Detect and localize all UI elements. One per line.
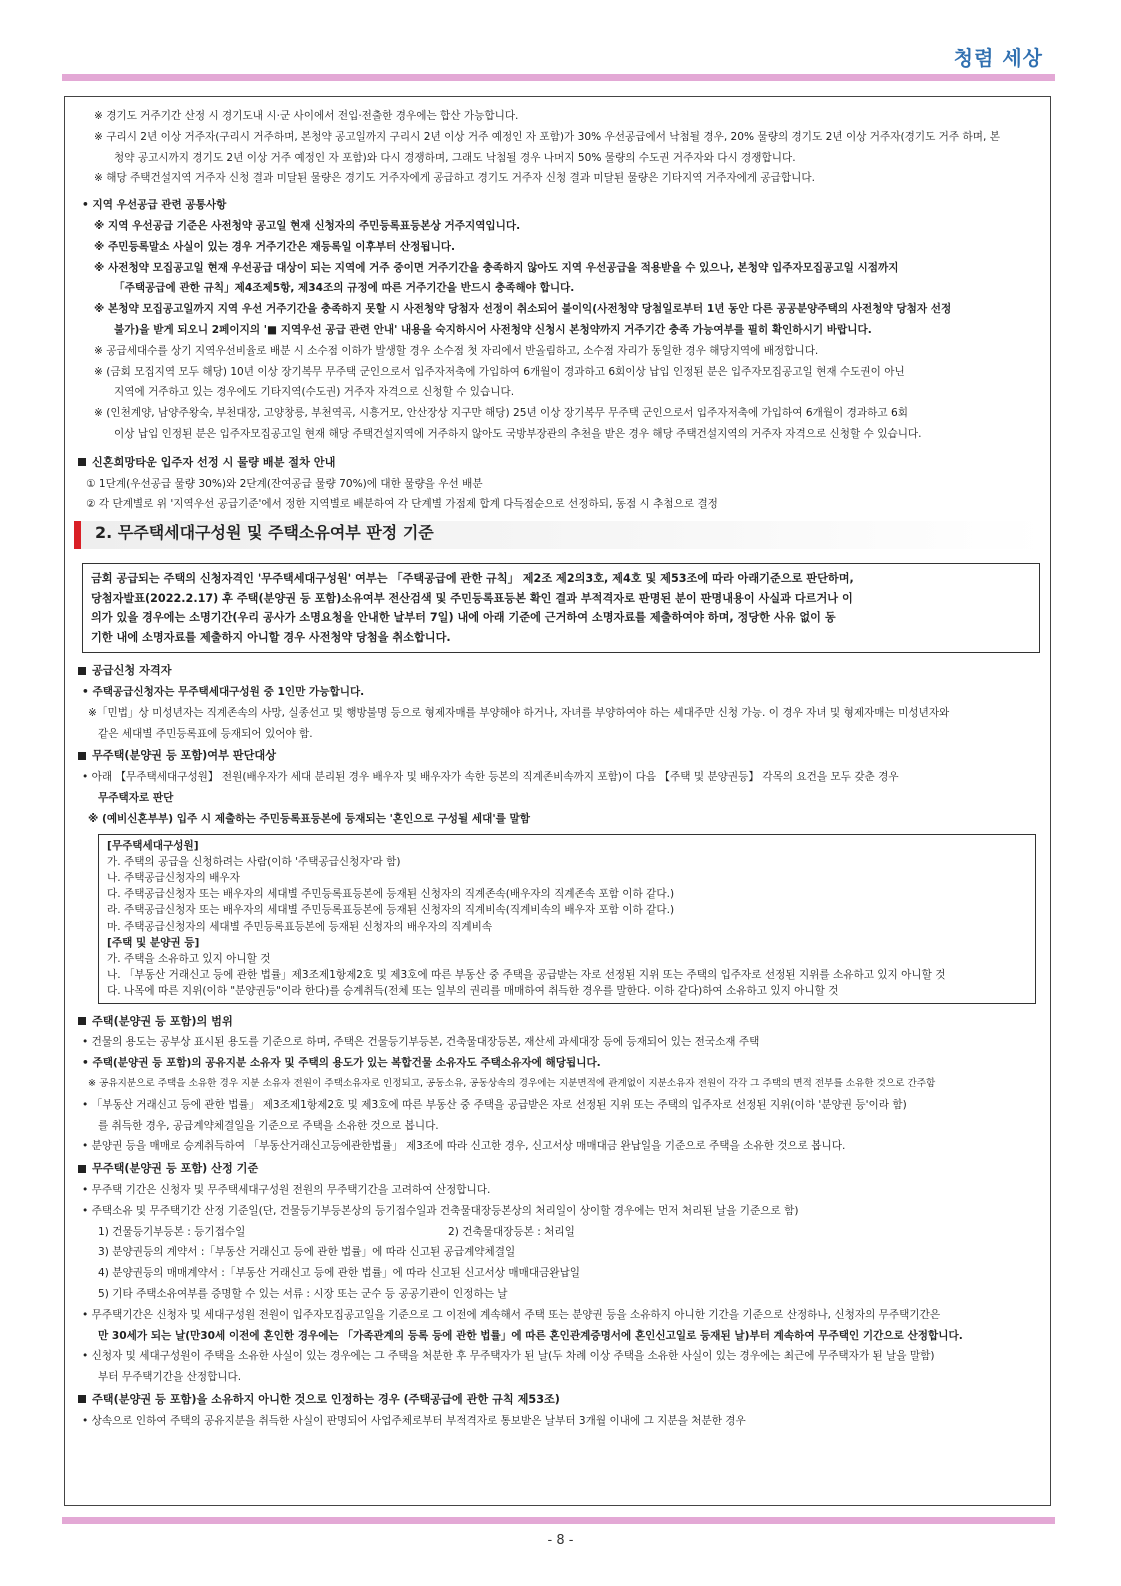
box-line: 가. 주택을 소유하고 있지 아니할 것 xyxy=(107,952,271,965)
regional-line: ※ (인천계양, 남양주왕숙, 부천대장, 고양창릉, 부천역곡, 시흥거모, 안산장상 지구만 해당) 25년 이상 장기복무 무주택 군인으로서 입주자저축에 가입하여 6개월이 경과하고 6회 xyxy=(94,407,908,420)
box-line: 라. 주택공급신청자 또는 배우자의 세대별 주민등록표등본에 등재된 신청자의 직계비속(직계비속의 배우자 포함 이하 같다.) xyxy=(107,904,675,917)
regional-line: ※ 공급세대수를 상기 지역우선비율로 배분 시 소수점 이하가 발생할 경우 소수점 첫 자리에서 반올림하고, 소수점 자리가 동일한 경우 해당지역에 배정합니다. xyxy=(94,344,819,357)
section-heading: 공급신청 자격자 xyxy=(76,661,1046,682)
square-bullet-icon xyxy=(78,1165,86,1173)
bullet-line: 부터 무주택기간을 산정합니다. xyxy=(98,1371,242,1384)
regional-heading: • 지역 우선공급 관련 공통사항 xyxy=(82,199,227,212)
regional-line: ※ (금회 모집지역 모두 해당) 10년 이상 장기복무 무주택 군인으로서 입주자저축에 가입하여 6개월이 경과하고 6회이상 납입 인정된 분은 입주자모집공고일 현재 수도권이 아닌 xyxy=(94,365,905,378)
note-line: 청약 공고시까지 경기도 2년 이상 거주 예정인 자 포함)와 다시 경쟁하며, 그래도 낙첨될 경우 나머지 50% 물량의 수도권 거주자와 다시 경쟁합니다. xyxy=(114,151,796,164)
box-heading: [주택 및 분양권 등] xyxy=(107,936,200,949)
square-bullet-icon xyxy=(78,1395,86,1403)
chapter-title: 2. 무주택세대구성원 및 주택소유여부 판정 기준 xyxy=(74,521,1046,549)
regional-line: ※ 본청약 모집공고일까지 지역 우선 거주기간을 충족하지 못할 시 사전청약 당첨자 선정이 취소되어 불이익(사전청약 당첨일로부터 1년 동안 다른 공공분양주택의 사전청약 당첨자 선정 xyxy=(94,303,952,316)
list-item: 3) 분양권등의 계약서 :「부동산 거래신고 등에 관한 법률」에 따라 신고된 공급계약체결일 xyxy=(98,1246,516,1259)
bullet-line: • 건물의 용도는 공부상 표시된 용도를 기준으로 하며, 주택은 건물등기부등본, 건축물대장등본, 재산세 과세대장 등에 등재되어 있는 전국소재 주택 xyxy=(82,1036,760,1049)
box-line: 다. 나목에 따른 지위(이하 "분양권등"이라 한다)를 승계취득(전체 또는 일부의 권리를 매매하여 취득한 경우를 말한다. 이하 같다)하여 소유하고 있지 아니할 것 xyxy=(107,985,839,998)
box-line: 마. 주택공급신청자의 세대별 주민등록표등본에 등재된 신청자의 배우자의 직계비속 xyxy=(107,920,493,933)
footer-band xyxy=(62,1517,1055,1524)
square-bullet-icon xyxy=(78,752,86,760)
bullet-line: • 무주택 기간은 신청자 및 무주택세대구성원 전원의 무주택기간을 고려하여 산정합니다. xyxy=(82,1183,491,1196)
box-line: 가. 주택의 공급을 신청하려는 사람(이하 '주택공급신청자'라 함) xyxy=(107,855,401,868)
square-bullet-icon xyxy=(78,1017,86,1025)
note-line: ※「민법」상 미성년자는 직계존속의 사망, 실종선고 및 행방불명 등으로 형제자매를 부양해야 하거나, 자녀를 부양하여야 하는 세대주만 신청 가능. 이 경우 자녀 및 형제자매는 미성년자와 xyxy=(88,706,950,719)
square-bullet-icon xyxy=(78,458,86,466)
note-line: ※ 공유지분으로 주택을 소유한 경우 지분 소유자 전원이 주택소유자로 인정되고, 공동소유, 공동상속의 경우에는 지분면적에 관계없이 지분소유자 전원이 각각 그 주택의 면적 전부를 소유한 것으로 간주함 xyxy=(88,1077,936,1089)
note-line: ※ 경기도 거주기간 산정 시 경기도내 시·군 사이에서 전입·전출한 경우에는 합산 가능합니다. xyxy=(94,110,519,122)
bullet-line: 를 취득한 경우, 공급계약체결일을 기준으로 주택을 소유한 것으로 봅니다. xyxy=(98,1119,439,1132)
section-heading: 주택(분양권 등 포함)을 소유하지 아니한 것으로 인정하는 경우 (주택공급에 관한 규칙 제53조) xyxy=(76,1390,1046,1411)
note-line: ※ 구리시 2년 이상 거주자(구리시 거주하며, 본청약 공고일까지 구리시 2년 이상 거주 예정인 자 포함)가 30% 우선공급에서 낙첨될 경우, 20% 물량의 경기도 2년 이상 거주자(경기도 거주 하며, 본 xyxy=(94,130,1000,143)
notice-line: 당첨자발표(2022.2.17) 후 주택(분양권 등 포함)소유여부 전산검색 및 주민등록표등본 확인 결과 부적격자로 판명된 분이 판명내용이 사실과 다르거나 이 xyxy=(91,591,853,605)
header-band xyxy=(62,74,1055,81)
bullet-line: 무주택자로 판단 xyxy=(98,791,174,804)
list-item: ① 1단계(우선공급 물량 30%)와 2단계(잔여공급 물량 70%)에 대한 물량을 우선 배분 xyxy=(86,477,483,490)
logo xyxy=(954,40,1043,72)
note-line: 같은 세대별 주민등록표에 등재되어 있어야 함. xyxy=(98,727,313,740)
section-heading: 무주택(분양권 등 포함) 산정 기준 xyxy=(76,1159,1046,1180)
regional-line: 「주택공급에 관한 규칙」제4조제5항, 제34조의 규정에 따른 거주기간을 반드시 충족해야 합니다. xyxy=(114,282,575,295)
regional-line: ※ 사전청약 모집공고일 현재 우선공급 대상이 되는 지역에 거주 중이면 거주기간을 충족하지 않아도 지역 우선공급을 적용받을 수 있으나, 본청약 입주자모집공고일 시점까지 xyxy=(94,261,899,274)
bullet-line: • 「부동산 거래신고 등에 관한 법률」 제3조제1항제2호 및 제3호에 따른 부동산 중 주택을 공급받은 자로 선정된 지위 또는 주택의 입주자로 선정된 지위(이하 '분양권 등'이라 함) xyxy=(82,1098,907,1111)
list-item: 5) 기타 주택소유여부를 증명할 수 있는 서류 : 시장 또는 군수 등 공공기관이 인정하는 날 xyxy=(98,1287,508,1300)
note-line: ※ (예비신혼부부) 입주 시 제출하는 주민등록표등본에 등재되는 '혼인으로 구성될 세대'를 말함 xyxy=(88,812,530,825)
box-heading: [무주택세대구성원] xyxy=(107,839,199,852)
page-content xyxy=(76,106,1046,1431)
box-line: 나. 「부동산 거래신고 등에 관한 법률」제3조제1항제2호 및 제3호에 따른 부동산 중 주택을 공급받는 자로 선정된 지위 또는 주택의 입주자로 선정된 지위를 소유하고 있지 아니할 것 xyxy=(107,969,946,982)
box-line: 나. 주택공급신청자의 배우자 xyxy=(107,871,240,884)
regional-line: ※ 지역 우선공급 기준은 사전청약 공고일 현재 신청자의 주민등록표등본상 거주지역입니다. xyxy=(94,219,521,232)
page-number: - 8 - xyxy=(547,1533,574,1548)
logo-text: 청렴 세상 xyxy=(953,45,1043,70)
square-bullet-icon xyxy=(78,667,86,675)
notice-line: 의가 있을 경우에는 소명기간(우리 공사가 소명요청을 안내한 날부터 7일) 내에 아래 기준에 근거하여 소명자료를 제출하여야 하며, 정당한 사유 없이 동 xyxy=(91,611,836,625)
regional-line: ※ 주민등록말소 사실이 있는 경우 거주기간은 재등록일 이후부터 산정됩니다. xyxy=(94,240,456,253)
bullet-line: • 주택소유 및 무주택기간 산정 기준일(단, 건물등기부등본상의 등기접수일과 건축물대장등본상의 처리일이 상이할 경우에는 먼저 처리된 날을 기준으로 함) xyxy=(82,1204,799,1217)
regional-line: 지역에 거주하고 있는 경우에도 기타지역(수도권) 거주자 자격으로 신청할 수 있습니다. xyxy=(114,386,515,399)
regional-line: 불가)을 받게 되오니 2페이지의 '■ 지역우선 공급 관련 안내' 내용을 숙지하시어 사전청약 신청시 본청약까지 거주기간 충족 가능여부를 필히 확인하시기 바랍니다. xyxy=(114,323,872,336)
bullet-line: 만 30세가 되는 날(만30세 이전에 혼인한 경우에는 「가족관계의 등록 등에 관한 법률」에 따른 혼인관계증명서에 혼인신고일로 등재된 날)부터 계속하여 무주택인 기간으로 산정합니다. xyxy=(98,1329,963,1342)
bullet-line: • 주택공급신청자는 무주택세대구성원 중 1인만 가능합니다. xyxy=(82,685,365,698)
section-heading: 주택(분양권 등 포함)의 범위 xyxy=(76,1012,1046,1033)
section-heading: 무주택(분양권 등 포함)여부 판단대상 xyxy=(76,746,1046,767)
notice-line: 기한 내에 소명자료를 제출하지 아니할 경우 사전청약 당첨을 취소합니다. xyxy=(91,630,451,644)
list-item: 2) 건축물대장등본 : 처리일 xyxy=(448,1225,575,1238)
regional-line: 이상 납입 인정된 분은 입주자모집공고일 현재 해당 주택건설지역에 거주하지 않아도 국방부장관의 추천을 받은 경우 해당 주택건설지역의 거주자 자격으로 신청할 수 있습니다. xyxy=(114,427,922,440)
section-heading: 신혼희망타운 입주자 선정 시 물량 배분 절차 안내 xyxy=(76,453,1046,474)
notice-line: 금회 공급되는 주택의 신청자격인 '무주택세대구성원' 여부는 「주택공급에 관한 규칙」 제2조 제2의3호, 제4호 및 제53조에 따라 아래기준으로 판단하며, xyxy=(91,572,854,586)
bullet-line: • 아래 【무주택세대구성원】 전원(배우자가 세대 분리된 경우 배우자 및 배우자가 속한 등본의 직계존비속까지 포함)이 다음 【주택 및 분양권등】 각목의 요건을 모두 갖춘 경우 xyxy=(82,771,899,784)
list-item: 1) 건물등기부등본 : 등기접수일 xyxy=(98,1225,246,1238)
note-line: ※ 해당 주택건설지역 거주자 신청 결과 미달된 물량은 경기도 거주자에게 공급하고 경기도 거주자 신청 결과 미달된 물량은 기타지역 거주자에게 공급합니다. xyxy=(94,172,815,185)
list-item: ② 각 단계별로 위 '지역우선 공급기준'에서 정한 지역별로 배분하여 각 단계별 가점제 합계 다득점순으로 선정하되, 동점 시 추첨으로 결정 xyxy=(86,498,718,511)
bullet-line: • 분양권 등을 매매로 승계취득하여 「부동산거래신고등에관한법률」 제3조에 따라 신고한 경우, 신고서상 매매대금 완납일을 기준으로 주택을 소유한 것으로 봅니다. xyxy=(82,1140,846,1153)
bullet-line: • 신청자 및 세대구성원이 주택을 소유한 사실이 있는 경우에는 그 주택을 처분한 후 무주택자가 된 날(두 차례 이상 주택을 소유한 사실이 있는 경우에는 최근에 무주택자가 된 날을 말함) xyxy=(82,1350,935,1363)
list-row xyxy=(76,1222,1046,1243)
bullet-line: • 무주택기간은 신청자 및 세대구성원 전원이 입주자모집공고일을 기준으로 그 이전에 계속해서 주택 또는 분양권 등을 소유하지 아니한 기간을 기준으로 산정하나, 신청자의 무주택기간은 xyxy=(82,1308,941,1321)
box-line: 다. 주택공급신청자 또는 배우자의 세대별 주민등록표등본에 등재된 신청자의 직계존속(배우자의 직계존속 포함 이하 같다.) xyxy=(107,888,675,901)
bullet-line: • 주택(분양권 등 포함)의 공유지분 소유자 및 주택의 용도가 있는 복합건물 소유자도 주택소유자에 해당됩니다. xyxy=(82,1057,601,1070)
notice-box xyxy=(82,563,1040,653)
list-item: 4) 분양권등의 매매계약서 :「부동산 거래신고 등에 관한 법률」에 따라 신고된 신고서상 매매대금완납일 xyxy=(98,1267,581,1280)
bullet-line: • 상속으로 인하여 주택의 공유지분을 취득한 사실이 판명되어 사업주체로부터 부적격자로 통보받은 날부터 3개월 이내에 그 지분을 처분한 경우 xyxy=(82,1414,746,1427)
definition-box xyxy=(98,834,1036,1004)
